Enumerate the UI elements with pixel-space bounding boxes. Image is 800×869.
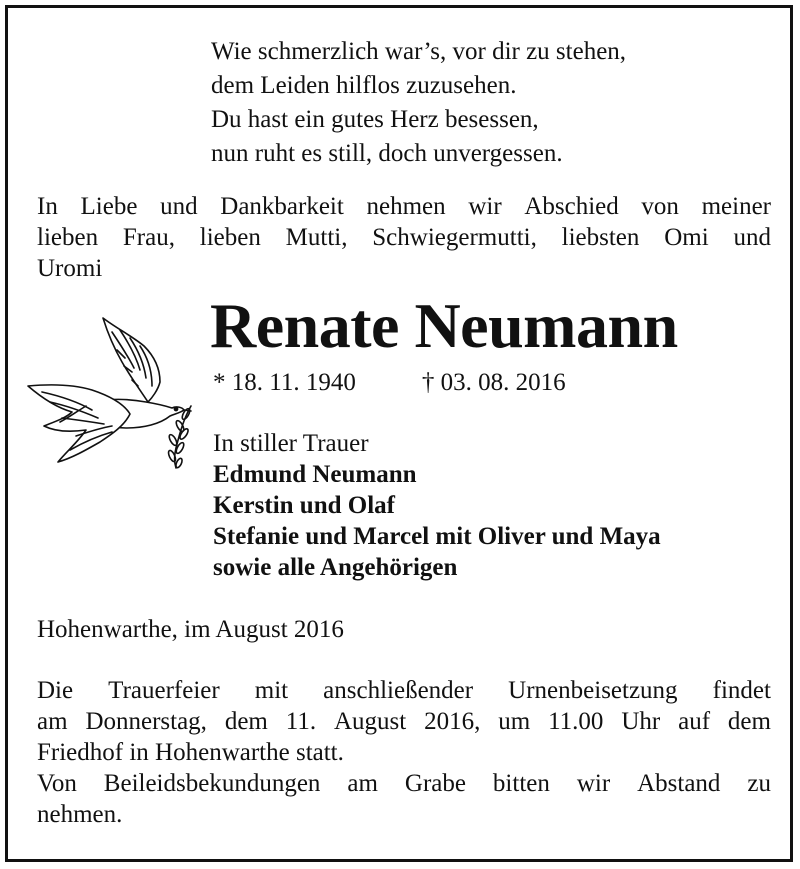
funeral-line-1: [37, 675, 771, 706]
word: lieben: [37, 224, 99, 251]
death-date: † 03. 08. 2016: [421, 369, 566, 396]
word: am: [347, 770, 378, 797]
word: 11.00: [548, 708, 604, 735]
word: auf: [678, 708, 711, 735]
word: am: [37, 708, 68, 735]
word: Omi: [664, 224, 709, 251]
farewell-text: [37, 191, 771, 284]
mourners-block: [213, 428, 661, 583]
farewell-line-2: [37, 222, 771, 253]
place-and-date: Hohenwarthe, im August 2016: [37, 616, 344, 643]
word: anschließender: [323, 677, 474, 704]
word: Trauerfeier: [108, 677, 220, 704]
word: dem: [727, 708, 771, 735]
funeral-line-5: nehmen.: [37, 801, 123, 828]
word: Mutti,: [285, 224, 348, 251]
word: und: [733, 224, 771, 251]
word: Donnerstag,: [85, 708, 207, 735]
word: Urnenbeisetzung: [508, 677, 678, 704]
word: August: [333, 708, 407, 735]
life-dates: [213, 366, 566, 400]
word: meiner: [701, 193, 771, 220]
word: von: [641, 193, 679, 220]
word: Abstand: [637, 770, 721, 797]
word: Frau,: [122, 224, 175, 251]
mourner-name: Edmund Neumann: [213, 461, 417, 488]
word: liebsten: [561, 224, 640, 251]
word: Beileidsbekundungen: [103, 770, 321, 797]
word: Grabe: [404, 770, 466, 797]
farewell-line-1: [37, 191, 771, 222]
word: wir: [468, 193, 502, 220]
poem-line: Wie schmerzlich war’s, vor dir zu stehen,: [211, 38, 627, 65]
word: zu: [747, 770, 771, 797]
word: In: [37, 193, 58, 220]
birth-date: * 18. 11. 1940: [213, 369, 356, 396]
poem: [211, 35, 626, 171]
word: und: [160, 193, 198, 220]
word: 11.: [285, 708, 317, 735]
mourner-name: sowie alle Angehörigen: [213, 554, 458, 581]
farewell-line-3: Uromi: [37, 255, 103, 282]
word: nehmen: [366, 193, 446, 220]
word: dem: [224, 708, 268, 735]
word: mit: [254, 677, 289, 704]
word: bitten: [492, 770, 550, 797]
dove-icon: [20, 310, 205, 472]
word: Von: [37, 770, 77, 797]
word: Schwiegermutti,: [372, 224, 537, 251]
word: 2016,: [424, 708, 481, 735]
funeral-line-4: [37, 768, 771, 799]
mourners-heading: In stiller Trauer: [213, 430, 369, 457]
poem-line: dem Leiden hilflos zuzusehen.: [211, 72, 517, 99]
poem-line: Du hast ein gutes Herz besessen,: [211, 106, 539, 133]
funeral-line-3: Friedhof in Hohenwarthe statt.: [37, 739, 344, 766]
obituary-frame: [5, 5, 793, 862]
word: Die: [37, 677, 74, 704]
funeral-notice: [37, 675, 771, 830]
word: Abschied: [524, 193, 619, 220]
word: lieben: [199, 224, 261, 251]
word: wir: [576, 770, 611, 797]
deceased-name: Renate Neumann: [210, 290, 678, 361]
poem-line: nun ruht es still, doch unvergessen.: [211, 140, 563, 167]
mourner-name: Stefanie und Marcel mit Oliver und Maya: [213, 523, 661, 550]
word: Uhr: [621, 708, 661, 735]
funeral-line-2: [37, 706, 771, 737]
mourner-name: Kerstin und Olaf: [213, 492, 395, 519]
word: Dankbarkeit: [220, 193, 344, 220]
word: findet: [712, 677, 771, 704]
word: um: [498, 708, 531, 735]
word: Liebe: [80, 193, 138, 220]
